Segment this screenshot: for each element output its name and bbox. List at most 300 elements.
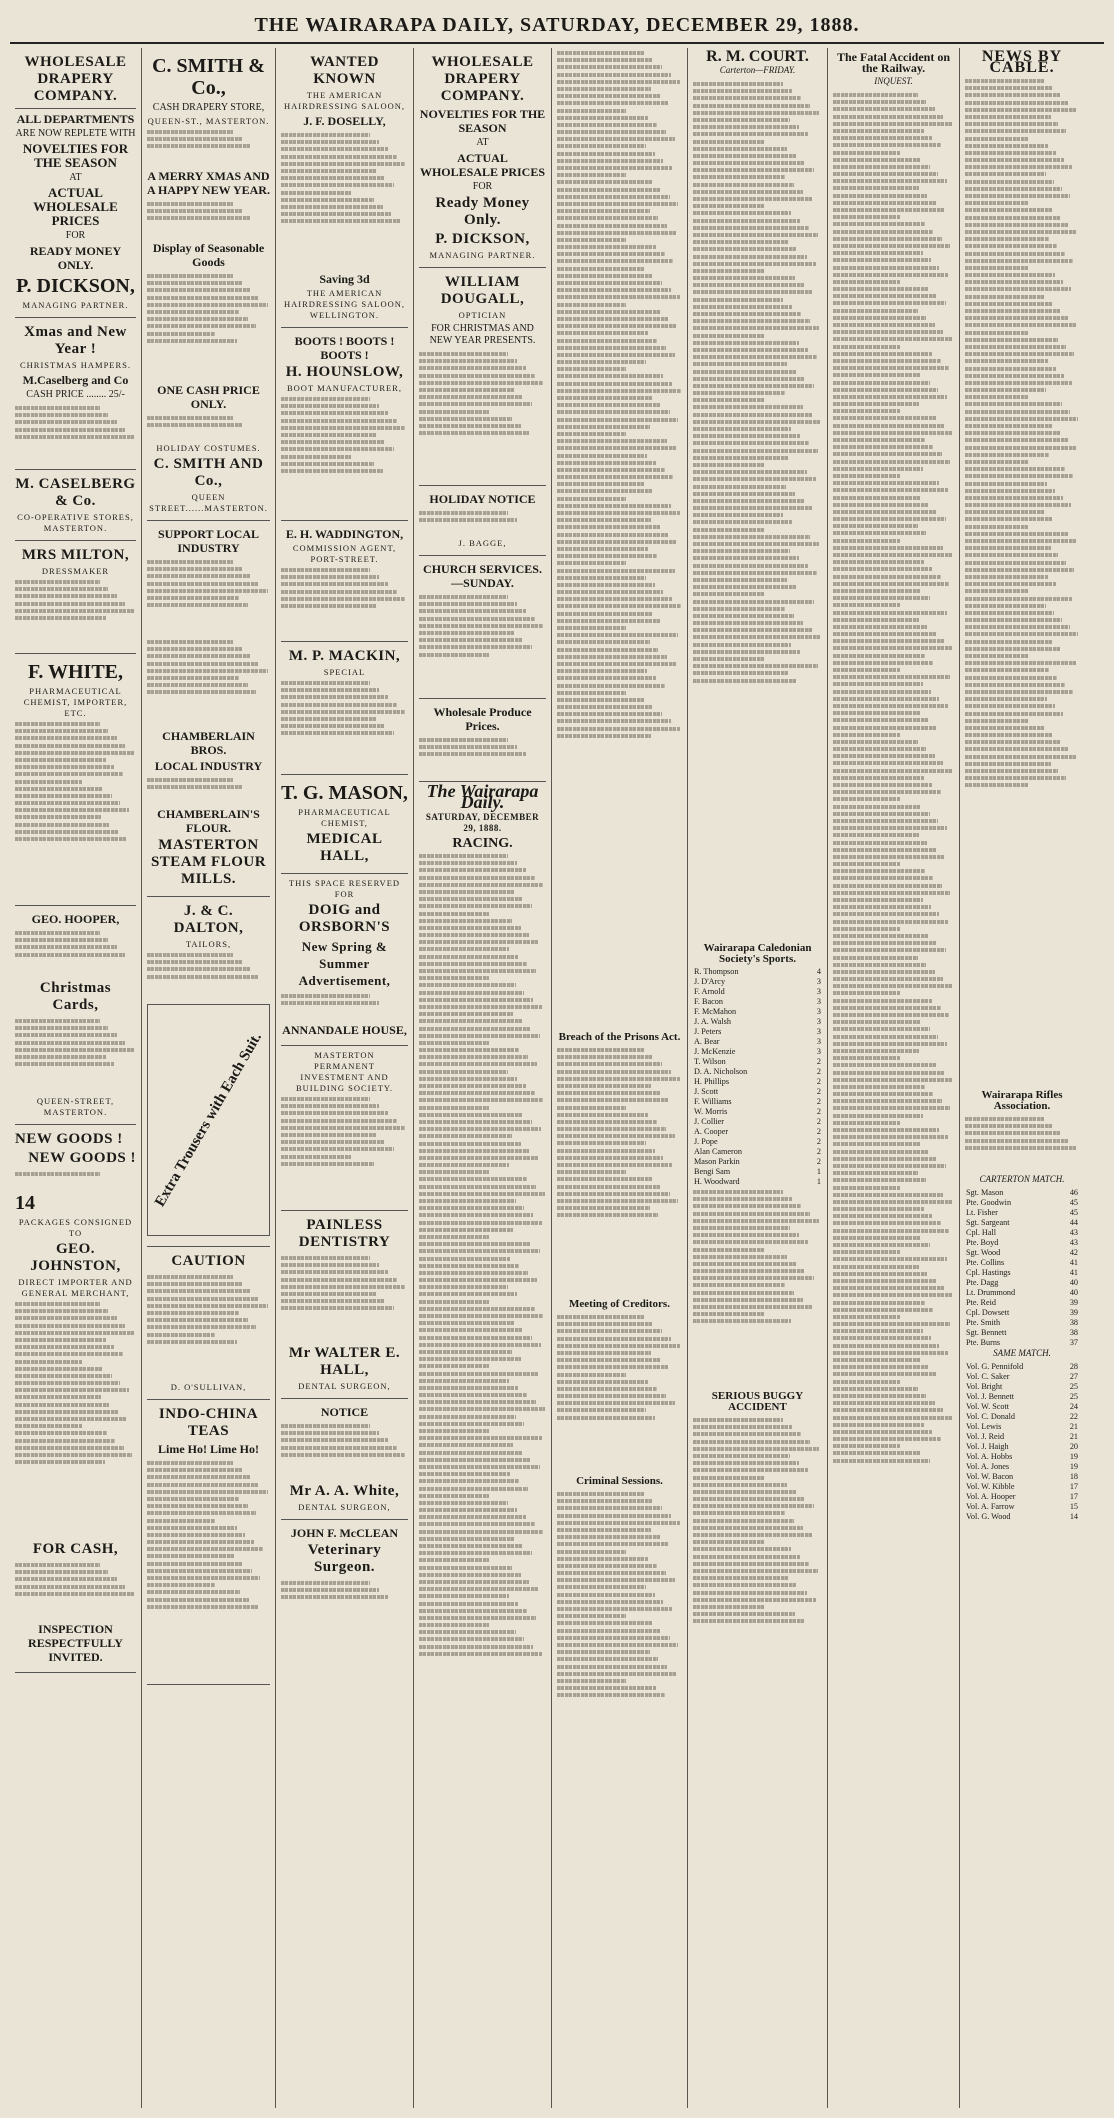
text-line (833, 1092, 933, 1096)
text-line (833, 553, 952, 557)
text-line (965, 194, 1070, 198)
text-line (147, 1562, 243, 1566)
ad-name: D. O'SULLIVAN, (170, 1382, 247, 1392)
text-line (557, 482, 645, 486)
text-line (833, 589, 921, 593)
text-line (693, 1619, 804, 1623)
text-line (147, 1540, 254, 1544)
row-name: Pte. Reid (966, 1298, 997, 1307)
table-row (965, 1228, 1079, 1238)
text-line (419, 417, 512, 421)
text-line (965, 467, 1065, 471)
text-line (281, 219, 400, 223)
text-line (15, 1460, 105, 1464)
row-name: Alan Cameron (694, 1147, 742, 1156)
text-line (833, 337, 952, 341)
text-line (965, 726, 1045, 730)
text-line (693, 398, 764, 402)
text-line (557, 116, 648, 120)
text-line (557, 1557, 648, 1561)
text-line (833, 452, 942, 456)
text-line (15, 1439, 115, 1443)
text-line (557, 1163, 672, 1167)
text-line (833, 388, 938, 392)
text-line (833, 1186, 900, 1190)
text-line (833, 1351, 948, 1355)
text-line (557, 137, 675, 141)
text-line (693, 1425, 792, 1429)
ad-sub: MASTERTON STEAM FLOUR MILLS. (150, 837, 267, 887)
text-line (281, 198, 374, 202)
text-line (833, 524, 918, 528)
text-line (833, 1401, 935, 1405)
ad-title: A MERRY XMAS AND A HAPPY NEW YEAR. (147, 169, 270, 197)
text-line (965, 755, 1077, 759)
text-line (15, 1345, 114, 1349)
row-name: Lt. Fisher (966, 1208, 998, 1217)
text-line (693, 326, 819, 330)
row-value: 2 (816, 1137, 821, 1146)
text-line (419, 1379, 509, 1383)
section-header: SERIOUS BUGGY ACCIDENT (711, 1390, 804, 1413)
text-line (557, 1416, 655, 1420)
text-line (833, 1229, 949, 1233)
text-line (147, 1311, 239, 1315)
table-row (965, 1492, 1079, 1502)
text-line (281, 411, 388, 415)
text-line (965, 338, 1058, 342)
text-line (833, 1459, 930, 1463)
text-line (833, 805, 921, 809)
text-line (693, 1555, 800, 1559)
text-line (833, 934, 929, 938)
row-value: 2 (816, 1087, 821, 1096)
text-line (419, 1645, 533, 1649)
text-line (419, 1479, 519, 1483)
article-body (557, 1312, 682, 1472)
text-line (557, 425, 650, 429)
text-line (281, 710, 405, 714)
ad-title: NEW GOODS ! (15, 1131, 123, 1147)
text-line (557, 1585, 646, 1589)
text-line (833, 481, 939, 485)
text-line (147, 1497, 239, 1501)
text-line (557, 454, 647, 458)
text-line (557, 73, 671, 77)
text-line (15, 815, 101, 819)
text-line (693, 520, 792, 524)
text-line (965, 208, 1052, 212)
table-row (965, 1258, 1079, 1268)
text-line (833, 1279, 936, 1283)
text-line (557, 597, 672, 601)
text-line (281, 1162, 374, 1166)
text-line (419, 402, 532, 406)
ad-name: J. & C. DALTON, (173, 903, 244, 936)
text-line (833, 1308, 933, 1312)
row-value: 41 (1069, 1258, 1078, 1267)
text-line (693, 1447, 819, 1451)
text-line (15, 1048, 134, 1052)
text-line (419, 1472, 510, 1476)
ad-title: WHOLESALE DRAPERY COMPANY. (431, 54, 534, 104)
table-row (965, 1328, 1079, 1338)
row-value: 2 (816, 1067, 821, 1076)
text-line (965, 640, 1052, 644)
text-line (147, 1282, 242, 1286)
text-line (965, 244, 1057, 248)
text-line (833, 445, 933, 449)
row-value: 2 (816, 1057, 821, 1066)
row-name: Mason Parkin (694, 1157, 740, 1166)
text-line (833, 869, 925, 873)
row-value: 4 (816, 967, 821, 976)
table-row (965, 1288, 1079, 1298)
text-line (15, 1592, 134, 1596)
ad-filler (281, 1253, 408, 1343)
text-line (693, 434, 800, 438)
text-line (15, 616, 106, 620)
text-line (419, 395, 523, 399)
court-sub: Carterton—FRIDAY. (719, 65, 796, 75)
text-line (693, 1497, 805, 1501)
text-line (833, 704, 948, 708)
row-value: 19 (1069, 1462, 1078, 1471)
text-line (557, 1185, 661, 1189)
ad-title: WHOLESALE DRAPERY COMPANY. (24, 54, 127, 104)
text-line (693, 1504, 814, 1508)
text-line (965, 510, 1045, 514)
text-line (147, 1483, 259, 1487)
ad-filler (147, 557, 270, 637)
text-line (693, 499, 804, 503)
text-line (147, 1490, 268, 1494)
text-line (833, 345, 900, 349)
ad-name: GEO. JOHNSTON, (30, 1241, 121, 1274)
text-line (693, 1204, 801, 1208)
text-line (419, 1170, 489, 1174)
row-name: Vol. G. Wood (966, 1512, 1011, 1521)
text-line (557, 1322, 653, 1326)
ad-line: FOR (472, 181, 493, 192)
text-line (281, 1424, 370, 1428)
text-line (419, 1652, 542, 1656)
text-line (833, 129, 924, 133)
ad-sub: Veterinary Surgeon. (307, 1542, 382, 1575)
text-line (15, 1374, 112, 1378)
text-line (15, 780, 82, 784)
article-body (693, 79, 822, 939)
article-body (557, 1489, 682, 1789)
ad-title: CAUTION (171, 1253, 246, 1269)
row-name: J. Peters (694, 1027, 722, 1036)
text-line (557, 418, 678, 422)
text-line (147, 281, 242, 285)
ad-filler (15, 403, 136, 463)
text-line (833, 855, 944, 859)
text-line (833, 1265, 919, 1269)
text-line (419, 1602, 518, 1606)
text-line (833, 1171, 918, 1175)
row-name: Vol. C. Saker (966, 1372, 1010, 1381)
row-value: 2 (816, 1147, 821, 1156)
text-line (693, 621, 803, 625)
text-line (693, 506, 813, 510)
text-line (147, 1325, 256, 1329)
text-line (965, 553, 1058, 557)
table-row (965, 1442, 1079, 1452)
text-line (281, 1147, 394, 1151)
text-line (833, 1085, 925, 1089)
text-line (15, 1041, 125, 1045)
row-name: Bengi Sam (694, 1167, 731, 1176)
ad-filler (147, 199, 270, 239)
text-line (693, 140, 764, 144)
text-line (281, 1299, 385, 1303)
text-line (833, 711, 920, 715)
ad-role: MANAGING PARTNER. (22, 300, 129, 310)
text-line (965, 482, 1047, 486)
row-value: 2 (816, 1077, 821, 1086)
ad-produce-prices (419, 699, 546, 782)
ad-filler (419, 508, 546, 538)
text-line (15, 1062, 114, 1066)
text-line (15, 1410, 118, 1414)
ad-name: JOHN F. McCLEAN (290, 1526, 399, 1540)
text-line (833, 1063, 936, 1067)
text-line (419, 1443, 513, 1447)
text-line (557, 1506, 662, 1510)
text-line (693, 1226, 790, 1230)
text-line (419, 919, 512, 923)
text-line (965, 151, 1056, 155)
text-line (419, 1163, 509, 1167)
text-line (557, 353, 675, 357)
text-line (833, 115, 943, 119)
text-line (833, 898, 923, 902)
text-line (833, 201, 936, 205)
text-line (557, 1199, 678, 1203)
text-line (833, 754, 935, 758)
text-line (419, 1623, 489, 1627)
row-value: 2 (816, 1117, 821, 1126)
row-value: 17 (1069, 1482, 1078, 1491)
ad-sub: CASH DRAPERY STORE, (152, 102, 265, 113)
text-line (557, 475, 673, 479)
text-line (281, 455, 351, 459)
text-line (693, 1490, 796, 1494)
text-line (557, 1373, 626, 1377)
text-line (419, 1386, 518, 1390)
text-line (557, 1337, 671, 1341)
text-line (419, 1364, 489, 1368)
cable-title: NEWS BY CABLE. (981, 48, 1063, 76)
text-line (965, 676, 1057, 680)
row-name: Sgt. Bennett (966, 1328, 1007, 1337)
text-line (965, 625, 1070, 629)
ad-boots (281, 328, 408, 521)
text-line (693, 283, 804, 287)
text-line (419, 1372, 538, 1376)
ad-line: ALL DEPARTMENTS (16, 112, 135, 126)
text-line (147, 1533, 245, 1537)
text-line (147, 423, 242, 427)
text-line (833, 1380, 900, 1384)
ad-building-society (281, 1046, 408, 1211)
text-line (15, 1417, 126, 1421)
text-line (557, 590, 663, 594)
text-line (557, 1607, 672, 1611)
text-line (147, 953, 233, 957)
text-line (693, 1305, 812, 1309)
text-line (281, 590, 397, 594)
text-line (833, 143, 941, 147)
text-line (833, 136, 932, 140)
text-line (419, 1530, 543, 1534)
text-line (965, 697, 1047, 701)
ad-name: P. DICKSON, (16, 275, 135, 297)
text-line (557, 1621, 652, 1625)
text-line (557, 468, 665, 472)
row-name: Vol. W. Kibble (966, 1482, 1015, 1491)
row-name: H. Woodward (694, 1177, 740, 1186)
ad-name: C. SMITH AND Co., (153, 456, 264, 489)
columns (10, 48, 1104, 2108)
row-value: 28 (1069, 1362, 1078, 1371)
row-value: 22 (1069, 1412, 1078, 1421)
text-line (833, 287, 929, 291)
text-line (693, 118, 790, 122)
text-line (833, 230, 933, 234)
table-row (693, 1067, 822, 1077)
ad-title: MASTERTON (314, 1050, 375, 1060)
ad-line: THIS SPACE RESERVED (288, 878, 401, 888)
text-line (419, 410, 489, 414)
ad-sub: DRESSMAKER (41, 566, 110, 576)
ad-title: ONE CASH PRICE ONLY. (157, 383, 260, 411)
text-line (833, 546, 943, 550)
text-line (965, 115, 1051, 119)
text-line (833, 510, 937, 514)
text-line (833, 266, 939, 270)
text-line (693, 391, 785, 395)
ad-name: DOIG and ORSBORN'S (298, 902, 391, 935)
row-name: J. A. Walsh (694, 1017, 731, 1026)
text-line (419, 861, 517, 865)
text-line (965, 352, 1074, 356)
text-line (15, 1026, 108, 1030)
text-line (557, 1177, 652, 1181)
ad-foot: INSPECTION RESPECTFULLY INVITED. (28, 1622, 123, 1664)
text-line (833, 1121, 900, 1125)
text-line (557, 374, 663, 378)
text-line (833, 1135, 948, 1139)
ad-sub: New Spring & Summer Advertisement, (298, 939, 391, 988)
text-line (419, 1228, 513, 1232)
text-line (833, 1451, 921, 1455)
text-line (557, 1593, 655, 1597)
text-line (693, 1269, 805, 1273)
text-line (419, 883, 543, 887)
text-line (419, 359, 517, 363)
text-line (281, 1285, 405, 1289)
text-line (419, 1522, 535, 1526)
text-line (693, 211, 791, 215)
text-line (557, 504, 671, 508)
text-line (419, 518, 517, 522)
text-line (419, 1336, 532, 1340)
text-line (419, 1242, 531, 1246)
text-line (281, 1119, 397, 1123)
text-line (693, 679, 797, 683)
text-line (833, 194, 927, 198)
text-line (833, 769, 952, 773)
row-value: 14 (1069, 1512, 1078, 1521)
text-line (557, 310, 660, 314)
text-line (15, 823, 109, 827)
table-row (693, 1087, 822, 1097)
row-name: F. McMahon (694, 1007, 737, 1016)
section-header: Criminal Sessions. (576, 1475, 663, 1487)
text-line (833, 819, 938, 823)
text-line (419, 1580, 529, 1584)
text-line (557, 648, 658, 652)
text-line (419, 388, 514, 392)
text-line (281, 169, 376, 173)
text-line (147, 647, 242, 651)
column-4 (414, 48, 552, 2108)
ad-csmith (147, 48, 270, 521)
text-line (693, 1298, 803, 1302)
text-line (147, 1590, 240, 1594)
text-line (419, 645, 532, 649)
row-value: 18 (1069, 1472, 1078, 1481)
text-line (419, 1407, 545, 1411)
ad-dentistry (281, 1211, 408, 1399)
text-line (419, 1185, 536, 1189)
text-line (147, 778, 233, 782)
text-line (833, 395, 947, 399)
text-line (281, 1306, 394, 1310)
ad-hooper (15, 906, 136, 1125)
ad-sub: PHARMACEUTICAL CHEMIST, (298, 807, 391, 828)
text-line (147, 324, 256, 328)
text-line (833, 1315, 900, 1319)
text-line (557, 367, 626, 371)
text-line (419, 1501, 508, 1505)
ad-filler (281, 1094, 408, 1204)
text-line (965, 287, 1071, 291)
text-line (833, 1035, 938, 1039)
text-line (419, 1508, 517, 1512)
text-line (557, 288, 671, 292)
text-line (281, 176, 385, 180)
row-value: 20 (1069, 1442, 1078, 1451)
text-line (147, 1318, 248, 1322)
text-line (419, 1558, 489, 1562)
ad-title: Wholesale Produce Prices. (433, 705, 532, 733)
row-name: Pte. Collins (966, 1258, 1005, 1267)
text-line (693, 1569, 818, 1573)
text-line (15, 587, 108, 591)
text-line (557, 382, 672, 386)
text-line (693, 226, 809, 230)
text-line (693, 82, 783, 86)
column-7 (828, 48, 960, 2108)
column-6 (688, 48, 828, 2108)
text-line (965, 561, 1066, 565)
table-row (965, 1372, 1079, 1382)
